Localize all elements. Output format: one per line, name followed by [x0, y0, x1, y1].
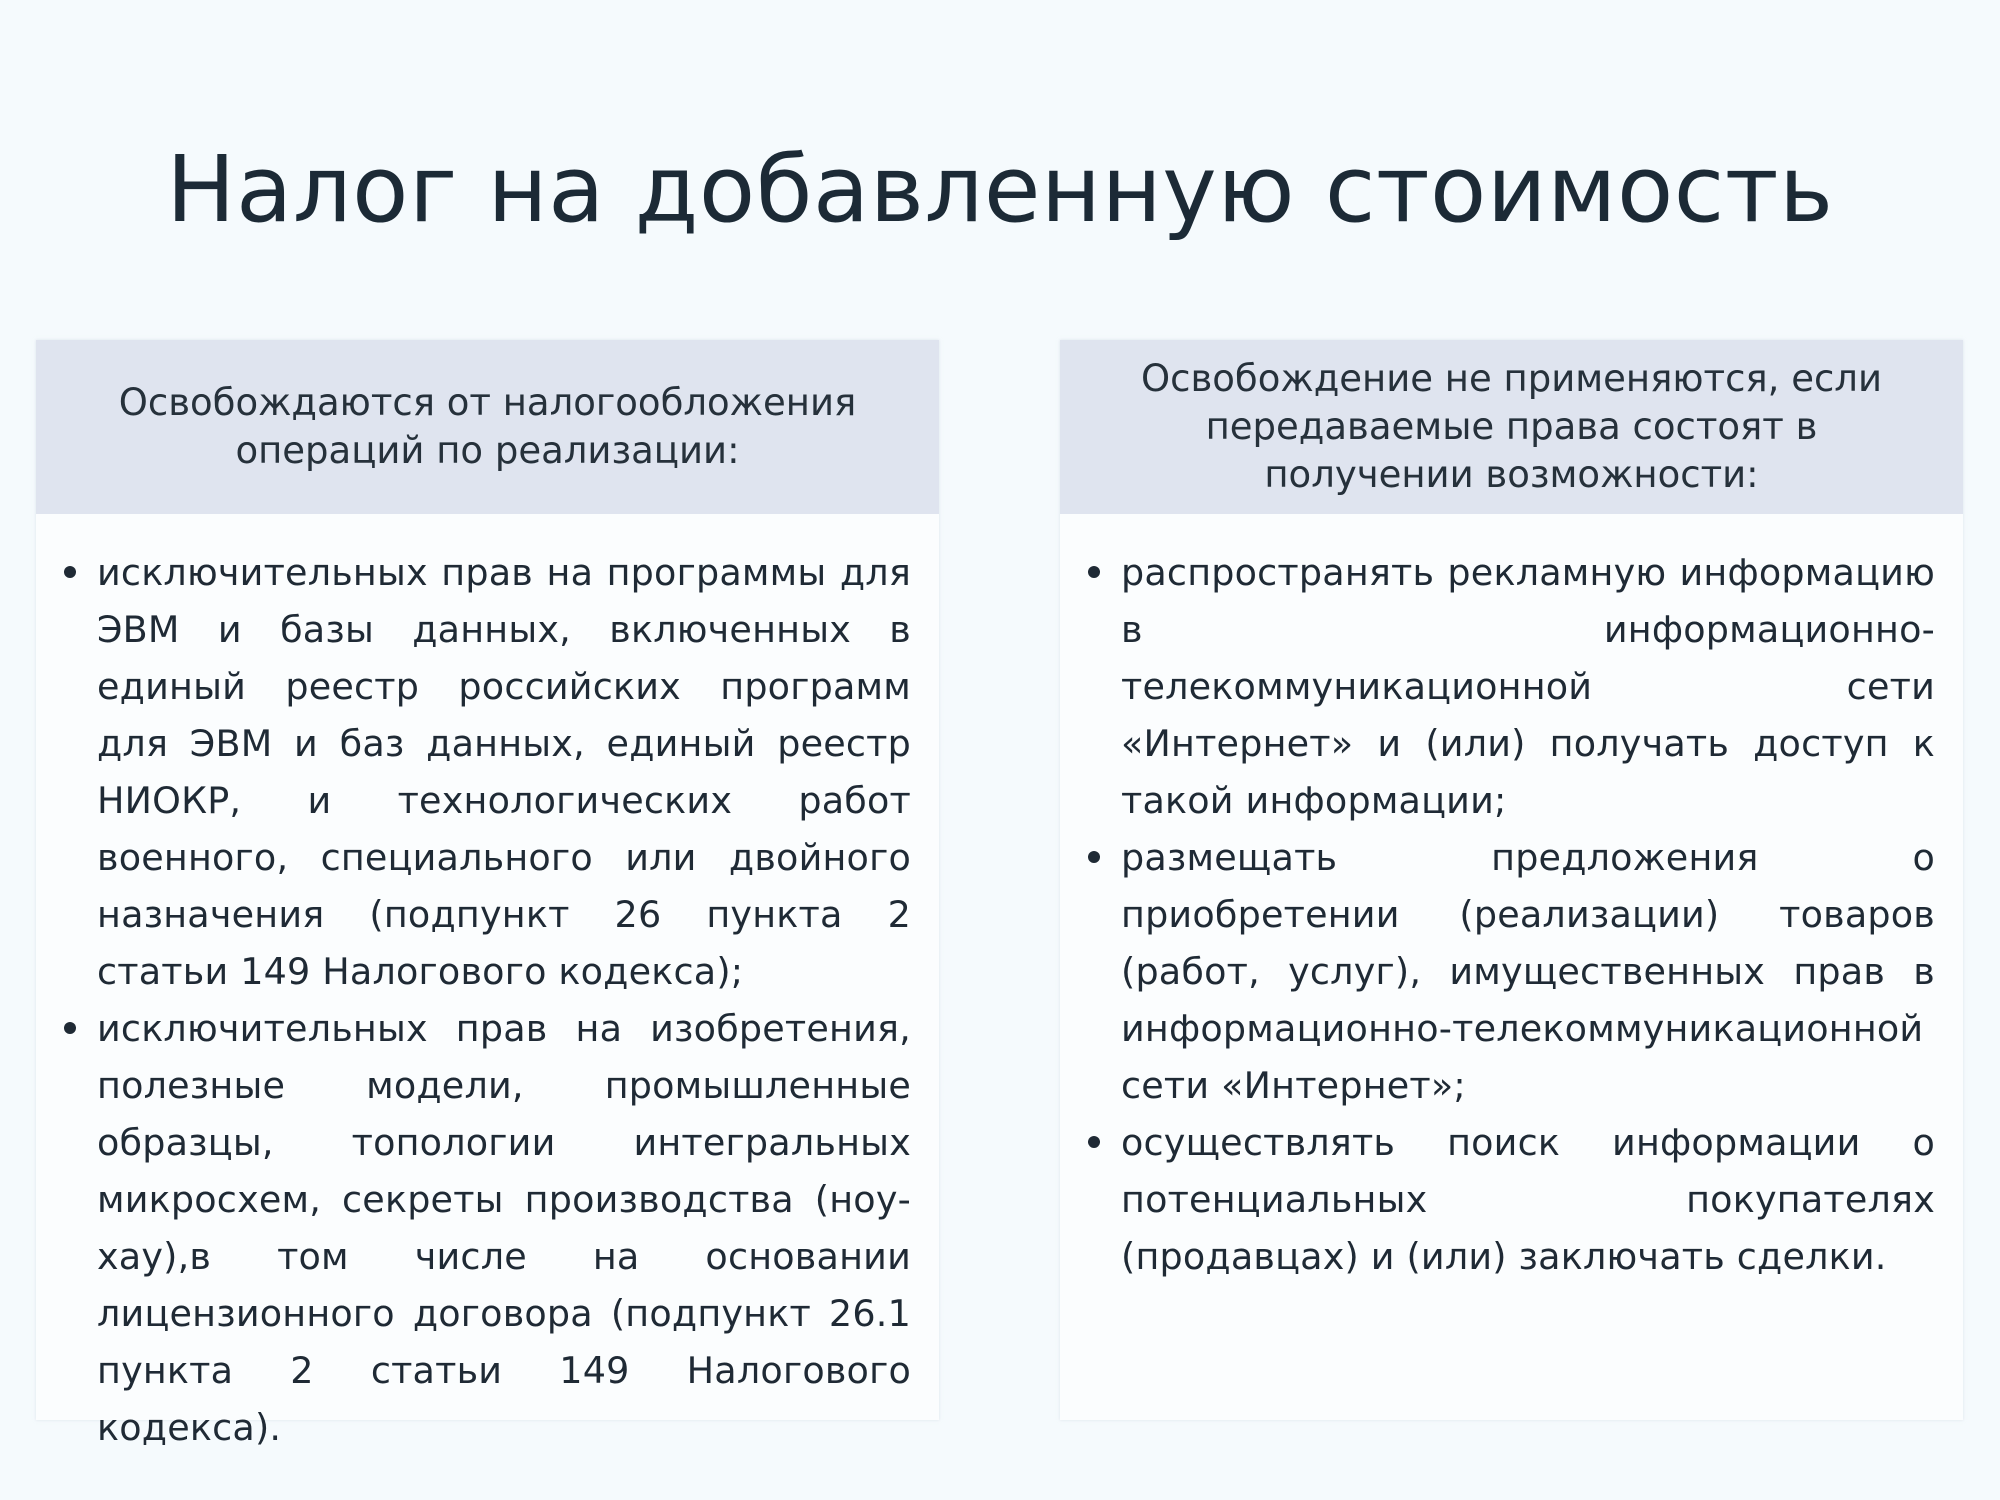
list-item-text: распространять рекламную информацию в информационно-телекоммуникационной сети «Интернет» и (или) получать доступ к такой информации;	[1121, 551, 1935, 822]
exempt-operations-header-text: Освобождаются от налогообложения операций по реализации:	[118, 381, 857, 472]
exempt-operations-header	[36, 340, 939, 514]
list-item-text: осуществлять поиск информации о потенциальных покупателях (продавцах) и (или) заключать сделки.	[1121, 1121, 1935, 1278]
exempt-operations-list	[64, 544, 911, 1456]
list-item	[64, 544, 911, 1000]
bullet-icon	[1088, 851, 1100, 863]
bullet-icon	[64, 566, 76, 578]
exempt-operations-panel	[36, 340, 939, 1449]
list-item	[1088, 544, 1935, 829]
bullet-icon	[64, 1022, 76, 1034]
non-applicable-exemption-list	[1088, 544, 1935, 1285]
non-applicable-exemption-body	[1060, 514, 1963, 1285]
list-item-text: исключительных прав на изобретения, полезные модели, промышленные образцы, топологии интегральных микросхем, секреты производства (ноу-хау),в том числе на основании лицензионного договора (подпункт 26.1 пункта 2 статьи 149 Налогового кодекса).	[97, 1007, 911, 1449]
list-item	[1088, 1114, 1935, 1285]
list-item-text: исключительных прав на программы для ЭВМ и базы данных, включенных в единый реестр российских программ для ЭВМ и баз данных, единый реестр НИОКР, и технологических работ военного, специального или двойного назначения (подпункт 26 пункта 2 статьи 149 Налогового кодекса);	[97, 551, 911, 993]
list-item	[1088, 829, 1935, 1114]
non-applicable-exemption-header	[1060, 340, 1963, 514]
non-applicable-exemption-panel	[1060, 340, 1963, 1420]
exempt-operations-body	[36, 514, 939, 1456]
non-applicable-exemption-header-text: Освобождение не применяются, если передаваемые права состоят в получении возможности:	[1141, 357, 1882, 496]
bullet-icon	[1088, 566, 1100, 578]
slide-title: Налог на добавленную стоимость	[166, 136, 1834, 243]
list-item	[64, 1000, 911, 1456]
bullet-icon	[1088, 1136, 1100, 1148]
list-item-text: размещать предложения о приобретении (реализации) товаров (работ, услуг), имущественных прав в информационно-телекоммуникационной сети «Интернет»;	[1121, 836, 1935, 1107]
